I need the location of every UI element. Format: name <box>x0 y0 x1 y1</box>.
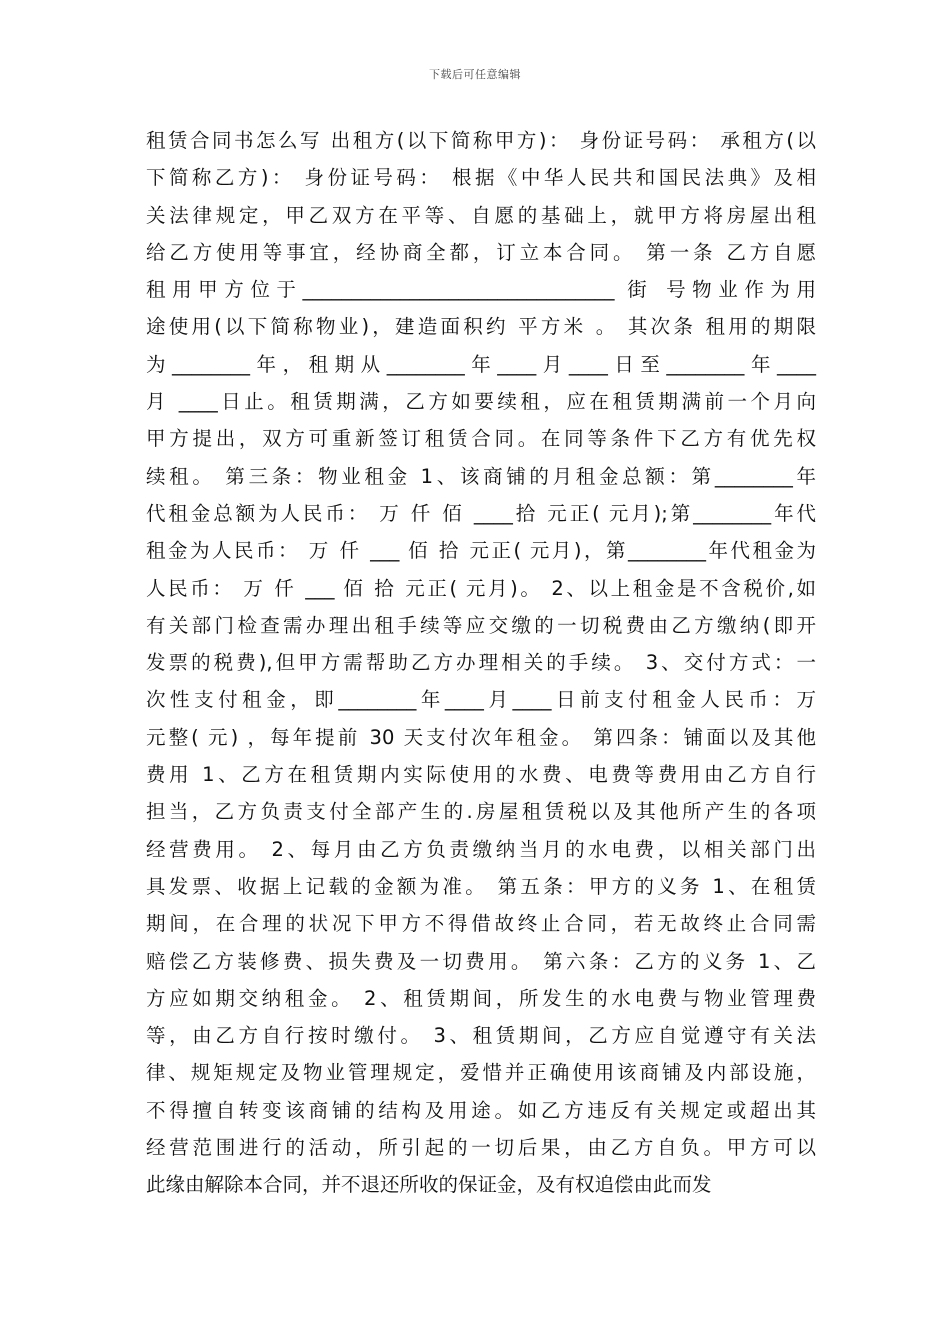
text-line: 此缘由解除本合同，并不退还所收的保证金，及有权追偿由此而发 <box>146 1173 712 1197</box>
text-line: 担当，乙方负责支付全部产生的.房屋租赁税以及其他所产生的各项 <box>146 800 816 824</box>
text-line: 租金为人民币： 万 仟 ___ 佰 拾 元正( 元月)，第________年代租金为 <box>146 539 816 563</box>
text-line: 续租。 第三条：物业租金 1、该商铺的月租金总额：第________年 <box>146 464 816 488</box>
text-line: 经营费用。 2、每月由乙方负责缴纳当月的水电费，以相关部门出 <box>146 837 816 861</box>
text-line: 期间，在合理的状况下甲方不得借故终止合同，若无故终止合同需 <box>146 912 816 936</box>
text-line: 次性支付租金，即________年____月____日前支付租金人民币：万 <box>146 688 816 712</box>
text-line: 为________年，租期从________年____月____日至________年____ <box>146 352 816 376</box>
text-line: 代租金总额为人民币： 万 仟 佰 ____拾 元正( 元月);第________年代 <box>146 501 816 525</box>
text-line: 甲方提出，双方可重新签订租赁合同。在同等条件下乙方有优先权 <box>146 427 816 451</box>
text-line: 等，由乙方自行按时缴付。 3、租赁期间，乙方应自觉遵守有关法 <box>146 1024 816 1048</box>
text-line: 租赁合同书怎么写 出租方(以下简称甲方)： 身份证号码： 承租方(以 <box>146 129 816 152</box>
text-line: 租用甲方位于________________________________ 街 号物业作为用 <box>146 278 816 302</box>
text-line: 有关部门检查需办理出租手续等应交缴的一切税费由乙方缴纳(即开 <box>146 613 816 637</box>
text-line: 赔偿乙方装修费、损失费及一切费用。 第六条：乙方的义务 1、乙 <box>146 949 816 973</box>
text-line: 给乙方使用等事宜，经协商全都，订立本合同。 第一条 乙方自愿 <box>146 240 816 264</box>
text-line: 具发票、收据上记载的金额为准。 第五条：甲方的义务 1、在租赁 <box>146 874 816 898</box>
contract-body <box>146 122 816 1204</box>
text-line: 律、规矩规定及物业管理规定，爱惜并正确使用该商铺及内部设施， <box>146 1061 816 1085</box>
text-line: 途使用(以下简称物业)，建造面积约 平方米 。 其次条 租用的期限 <box>146 315 816 339</box>
text-line: 发票的税费),但甲方需帮助乙方办理相关的手续。 3、交付方式：一 <box>146 651 816 675</box>
text-line: 不得擅自转变该商铺的结构及用途。如乙方违反有关规定或超出其 <box>146 1098 816 1122</box>
text-line: 关法律规定，甲乙双方在平等、自愿的基础上，就甲方将房屋出租 <box>146 203 816 227</box>
text-line: 元整( 元) ，每年提前 30 天支付次年租金。 第四条：铺面以及其他 <box>146 725 816 749</box>
text-line: 人民币： 万 仟 ___ 佰 拾 元正( 元月)。 2、以上租金是不含税价,如 <box>146 576 816 600</box>
text-line: 月 ____日止。租赁期满，乙方如要续租，应在租赁期满前一个月向 <box>146 390 816 414</box>
text-line: 下简称乙方)： 身份证号码： 根据《中华人民共和国民法典》及相 <box>146 166 816 190</box>
text-line: 经营范围进行的活动，所引起的一切后果，由乙方自负。甲方可以 <box>146 1136 816 1160</box>
page-header-note: 下载后可任意编辑 <box>429 68 521 81</box>
text-line: 方应如期交纳租金。 2、租赁期间，所发生的水电费与物业管理费 <box>146 986 816 1010</box>
text-line: 费用 1、乙方在租赁期内实际使用的水费、电费等费用由乙方自行 <box>146 763 816 787</box>
